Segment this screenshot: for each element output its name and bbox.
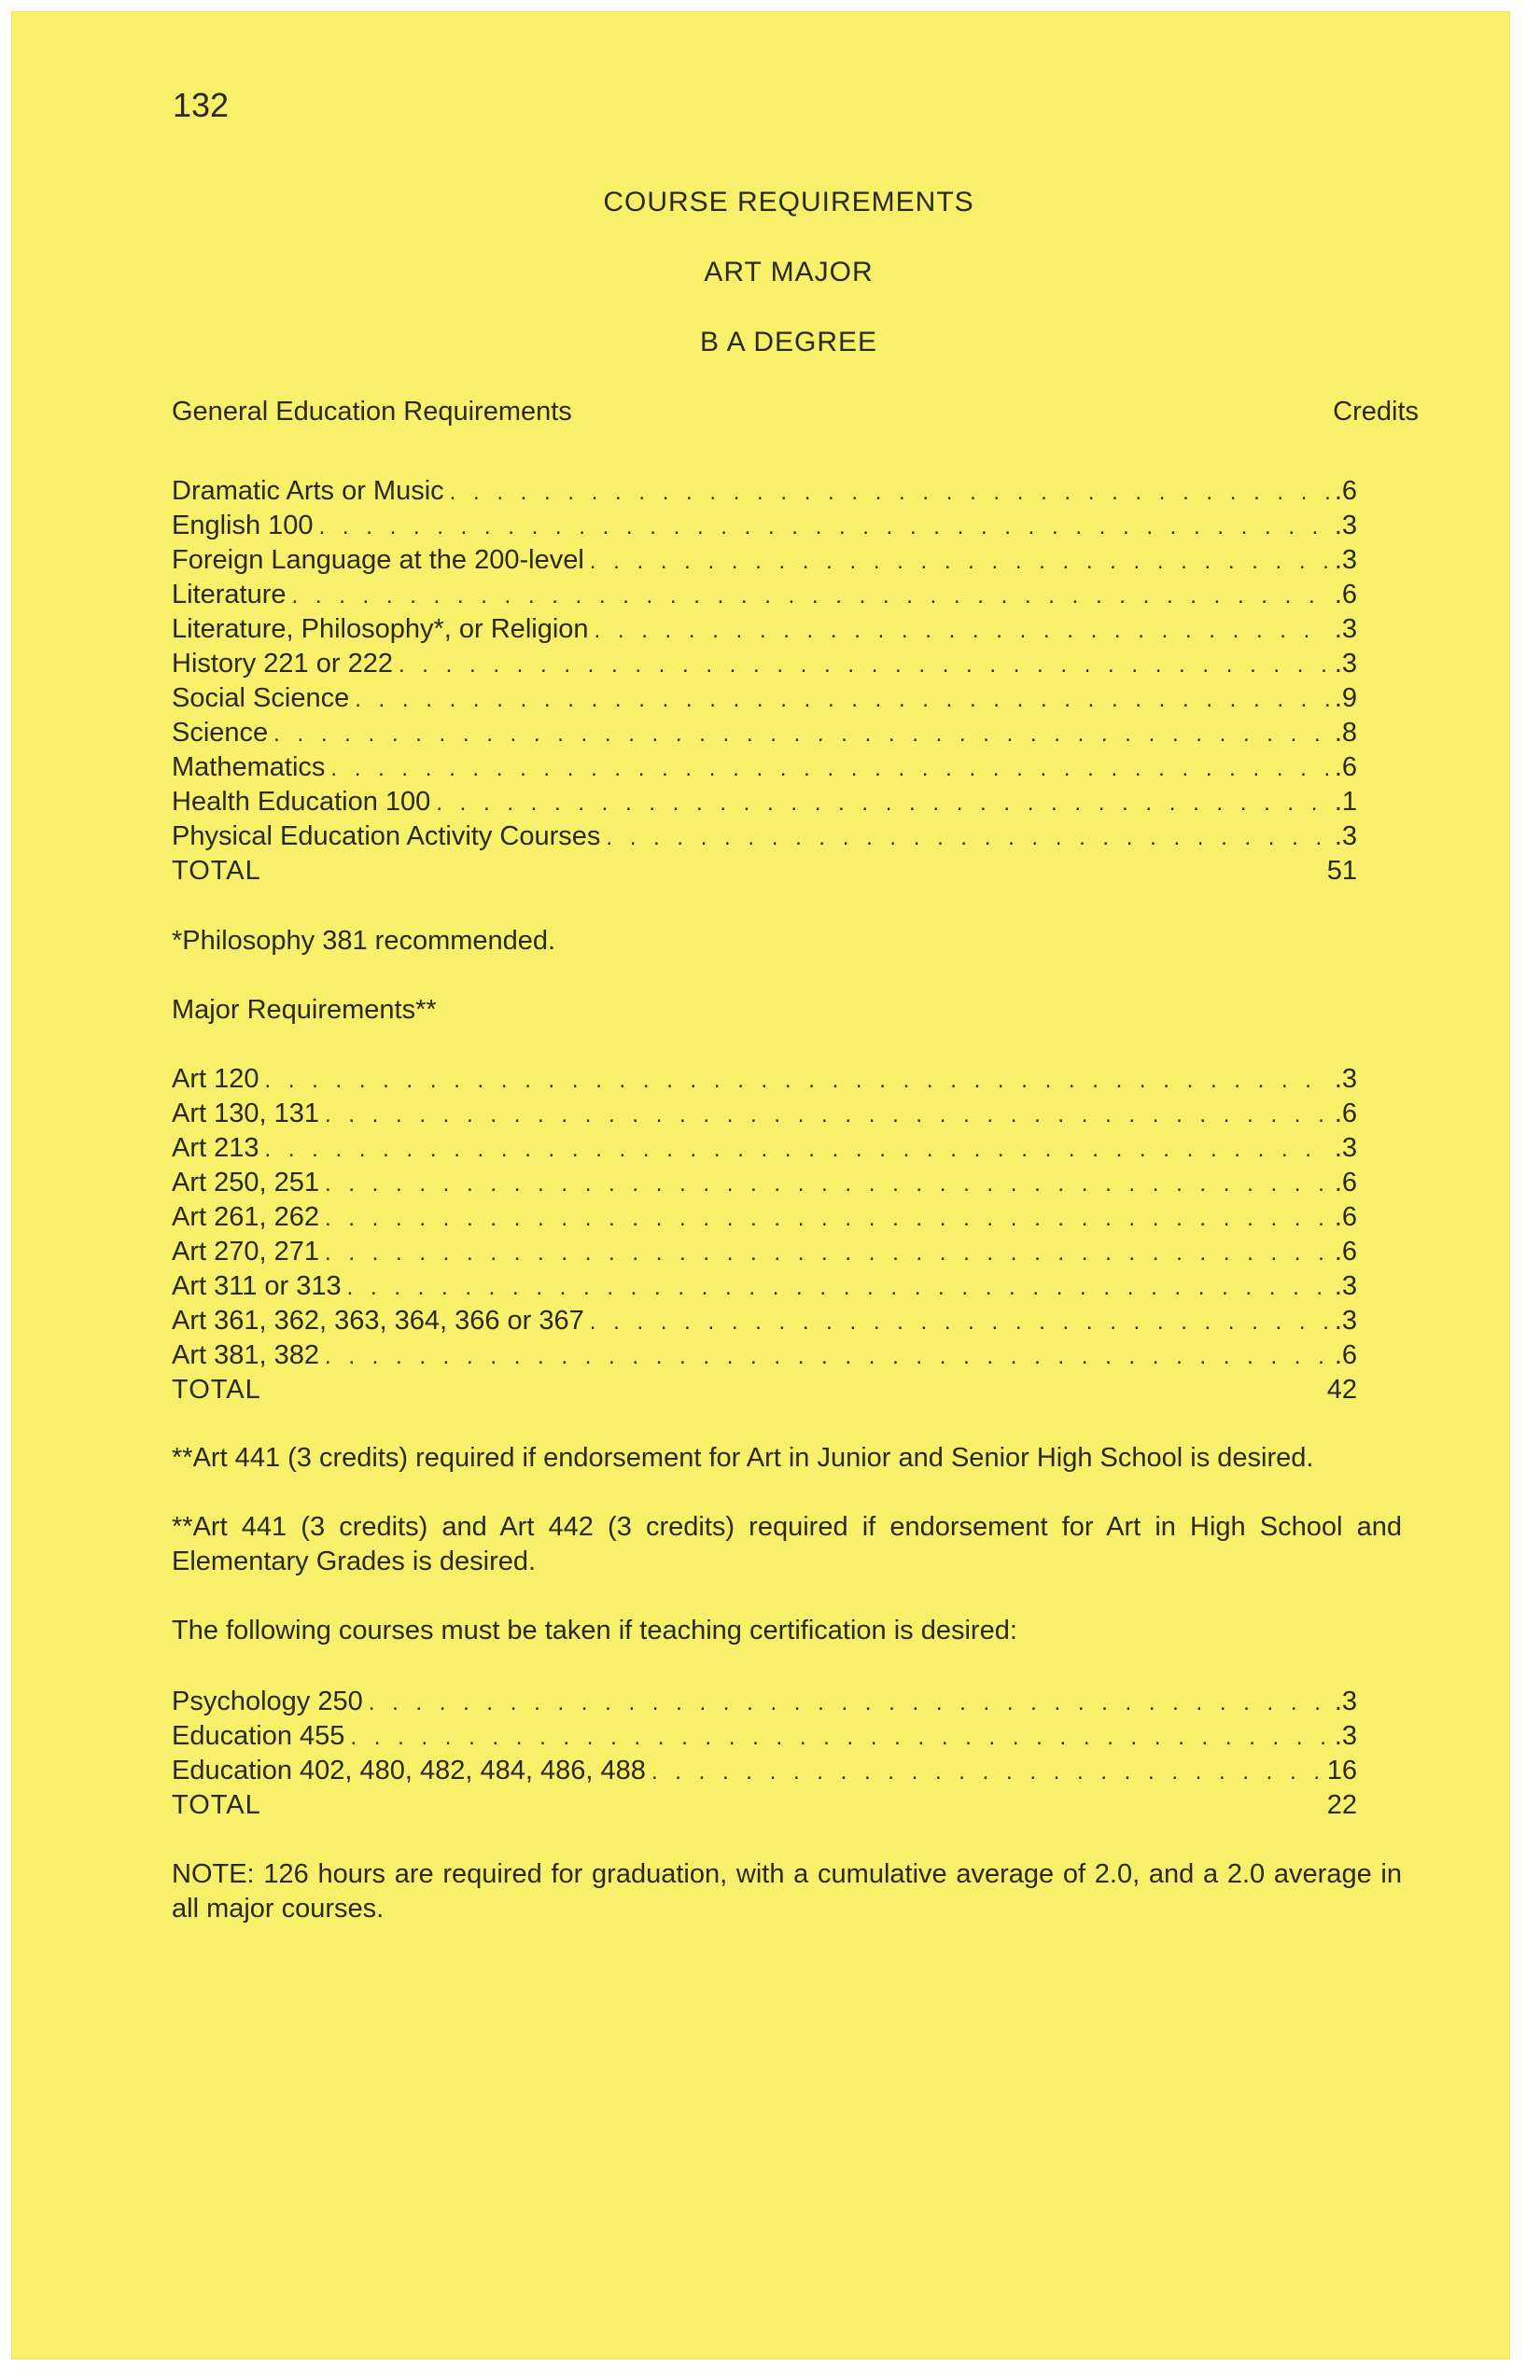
- dot-leader: [292, 579, 1329, 613]
- course-label: Art 381, 382: [172, 1340, 319, 1370]
- course-label: Art 120: [172, 1064, 259, 1094]
- list-item: [172, 474, 1357, 509]
- dot-leader: [595, 613, 1329, 648]
- list-item: [172, 1235, 1357, 1269]
- list-item: [172, 1062, 1357, 1097]
- list-item: [172, 612, 1357, 647]
- page-number: 132: [173, 86, 230, 124]
- total-value: 51: [1326, 856, 1357, 886]
- course-label: Education 455: [172, 1721, 345, 1751]
- dot-leader: [436, 786, 1329, 820]
- list-item: [172, 543, 1357, 578]
- total-row: [172, 854, 1357, 889]
- dot-leader: [369, 1686, 1329, 1720]
- total-label: TOTAL: [172, 1790, 261, 1820]
- general-education-list: [172, 474, 1357, 889]
- philosophy-footnote: *Philosophy 381 recommended.: [172, 926, 556, 956]
- course-label: Art 261, 262: [172, 1202, 319, 1232]
- list-item: [172, 647, 1357, 681]
- course-credits: .6: [1334, 1202, 1357, 1232]
- total-label: TOTAL: [172, 1375, 261, 1405]
- major-requirements-list: [172, 1062, 1357, 1407]
- course-label: Foreign Language at the 200-level: [172, 545, 584, 575]
- total-label: TOTAL: [172, 856, 261, 886]
- dot-leader: [325, 1339, 1329, 1374]
- dot-leader: [273, 717, 1329, 751]
- art-441-footnote: **Art 441 (3 credits) required if endorsement for Art in Junior and Senior High School is desired.: [172, 1443, 1314, 1473]
- list-item: [172, 1269, 1357, 1304]
- course-label: Health Education 100: [172, 787, 431, 817]
- list-item: [172, 1719, 1357, 1754]
- course-credits: .3: [1334, 649, 1357, 679]
- dot-leader: [319, 510, 1329, 544]
- list-item: [172, 716, 1357, 750]
- course-credits: .3: [1334, 1721, 1357, 1751]
- list-item: [172, 681, 1357, 716]
- course-credits: .3: [1334, 545, 1357, 575]
- total-value: 42: [1326, 1375, 1357, 1405]
- course-credits: .3: [1334, 1133, 1357, 1163]
- course-credits: .3: [1334, 821, 1357, 851]
- course-label: Art 250, 251: [172, 1168, 319, 1197]
- course-credits: .6: [1334, 1168, 1357, 1197]
- course-label: English 100: [172, 511, 314, 540]
- course-label: Mathematics: [172, 752, 326, 782]
- dot-leader: [325, 1098, 1329, 1132]
- course-credits: .1: [1334, 787, 1357, 817]
- dot-leader: [347, 1270, 1329, 1305]
- list-item: [172, 1304, 1357, 1338]
- list-item: [172, 1131, 1357, 1166]
- course-credits: .3: [1334, 1064, 1357, 1094]
- dot-leader: [590, 1305, 1329, 1339]
- course-label: Art 311 or 313: [172, 1271, 342, 1301]
- course-credits: .8: [1334, 718, 1357, 748]
- certification-intro: The following courses must be taken if teaching certification is desired:: [172, 1616, 1017, 1645]
- total-value: 22: [1326, 1790, 1357, 1820]
- course-label: Literature, Philosophy*, or Religion: [172, 614, 589, 644]
- course-credits: .6: [1334, 1099, 1357, 1128]
- total-row: [172, 1788, 1357, 1823]
- general-education-header: General Education Requirements: [172, 397, 572, 427]
- course-credits: .6: [1334, 580, 1357, 609]
- total-row: [172, 1373, 1357, 1407]
- dot-leader: [590, 544, 1329, 579]
- course-credits: .6: [1334, 476, 1357, 506]
- course-label: Literature: [172, 580, 287, 609]
- list-item: [172, 1166, 1357, 1200]
- dot-leader: [355, 682, 1329, 717]
- list-item: [172, 1097, 1357, 1131]
- certification-list: [172, 1685, 1357, 1823]
- page-title: COURSE REQUIREMENTS: [603, 187, 974, 217]
- dot-leader: [325, 1201, 1329, 1236]
- course-credits: .9: [1334, 683, 1357, 713]
- course-credits: .3: [1334, 1306, 1357, 1336]
- dot-leader: [325, 1167, 1329, 1201]
- course-label: Art 361, 362, 363, 364, 366 or 367: [172, 1306, 584, 1336]
- course-credits: .6: [1334, 1340, 1357, 1370]
- graduation-note: NOTE: 126 hours are required for graduation, with a cumulative average of 2.0, and a 2.0 average in all major courses.: [172, 1859, 1402, 1924]
- course-label: History 221 or 222: [172, 649, 393, 679]
- dot-leader: [606, 820, 1328, 855]
- course-credits: .3: [1334, 1687, 1357, 1716]
- list-item: [172, 1338, 1357, 1373]
- dot-leader: [399, 648, 1329, 682]
- course-credits: .6: [1334, 752, 1357, 782]
- list-item: [172, 750, 1357, 785]
- course-label: Art 213: [172, 1133, 259, 1163]
- course-label: Science: [172, 718, 269, 748]
- course-label: Art 130, 131: [172, 1099, 319, 1128]
- course-label: Dramatic Arts or Music: [172, 476, 444, 506]
- dot-leader: [325, 1236, 1329, 1270]
- dot-leader: [265, 1063, 1329, 1098]
- course-label: Art 270, 271: [172, 1237, 319, 1267]
- dot-leader: [651, 1755, 1322, 1789]
- course-credits: 16: [1326, 1756, 1357, 1785]
- list-item: [172, 1754, 1357, 1788]
- list-item: [172, 509, 1357, 543]
- course-label: Social Science: [172, 683, 350, 713]
- list-item: [172, 785, 1357, 819]
- course-label: Psychology 250: [172, 1687, 363, 1716]
- course-credits: .3: [1334, 1271, 1357, 1301]
- art-442-footnote: **Art 441 (3 credits) and Art 442 (3 credits) required if endorsement for Art in High School and Elementary Grades is desired.: [172, 1512, 1402, 1576]
- course-label: Education 402, 480, 482, 484, 486, 488: [172, 1756, 646, 1785]
- credits-column-header: Credits: [1333, 397, 1419, 427]
- major-title: ART MAJOR: [704, 257, 874, 287]
- course-credits: .6: [1334, 1237, 1357, 1267]
- course-label: Physical Education Activity Courses: [172, 821, 601, 851]
- dot-leader: [450, 475, 1329, 510]
- course-credits: .3: [1334, 614, 1357, 644]
- major-requirements-header: Major Requirements**: [172, 995, 437, 1025]
- list-item: [172, 1685, 1357, 1719]
- list-item: [172, 1200, 1357, 1235]
- dot-leader: [265, 1132, 1329, 1167]
- dot-leader: [350, 1720, 1328, 1755]
- course-credits: .3: [1334, 511, 1357, 540]
- list-item: [172, 819, 1357, 854]
- list-item: [172, 578, 1357, 612]
- degree-title: B A DEGREE: [699, 327, 878, 357]
- dot-leader: [330, 751, 1328, 786]
